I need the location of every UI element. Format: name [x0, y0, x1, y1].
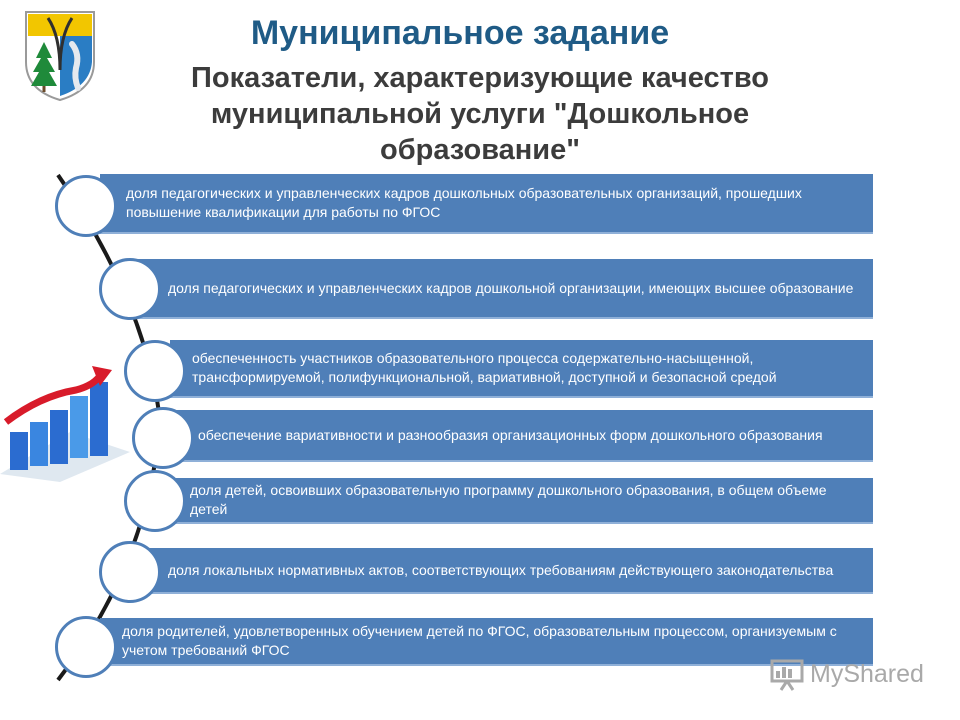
watermark-text: MyShared	[810, 659, 924, 688]
indicator-item-text: обеспечение вариативности и разнообразия организационных форм дошкольного образования	[198, 426, 823, 443]
watermark	[770, 654, 930, 694]
indicator-item	[130, 259, 873, 319]
indicator-marker-icon	[132, 407, 194, 469]
indicator-item	[170, 478, 873, 524]
page-title: Муниципальное задание	[250, 14, 670, 52]
indicator-item-text: обеспеченность участников образовательного процесса содержательно-насыщенной, трансформируемой, полифункциональной, вариативной, доступной и безопасной средой	[192, 350, 777, 385]
indicator-item-text: доля локальных нормативных актов, соответствующих требованиям действующего законодательства	[168, 561, 834, 578]
page-subtitle: Показатели, характеризующие качество муниципальной услуги "Дошкольное образование"	[191, 62, 769, 166]
indicator-item-text: доля детей, освоивших образовательную программу дошкольного образования, в общем объеме детей	[190, 482, 827, 517]
indicator-item	[170, 410, 873, 462]
indicator-item-text: доля родителей, удовлетворенных обучением детей по ФГОС, образовательным процессом, организуемым с учетом требований ФГОС	[122, 623, 837, 658]
indicator-item-text: доля педагогических и управленческих кадров дошкольных образовательных организаций, прошедших повышение квалификации для работы по ФГОС	[126, 185, 802, 220]
indicator-marker-icon	[55, 616, 117, 678]
indicator-item	[100, 618, 873, 666]
indicator-item	[170, 340, 873, 398]
indicator-marker-icon	[99, 258, 161, 320]
presentation-board-icon	[770, 657, 804, 691]
indicator-item	[130, 548, 873, 594]
indicator-marker-icon	[99, 541, 161, 603]
indicator-item-text: доля педагогических и управленческих кадров дошкольной организации, имеющих высшее образование	[168, 279, 854, 296]
indicator-item	[100, 174, 873, 234]
growth-chart-icon	[0, 356, 130, 482]
indicator-marker-icon	[55, 175, 117, 237]
indicator-marker-icon	[124, 340, 186, 402]
indicator-marker-icon	[124, 470, 186, 532]
